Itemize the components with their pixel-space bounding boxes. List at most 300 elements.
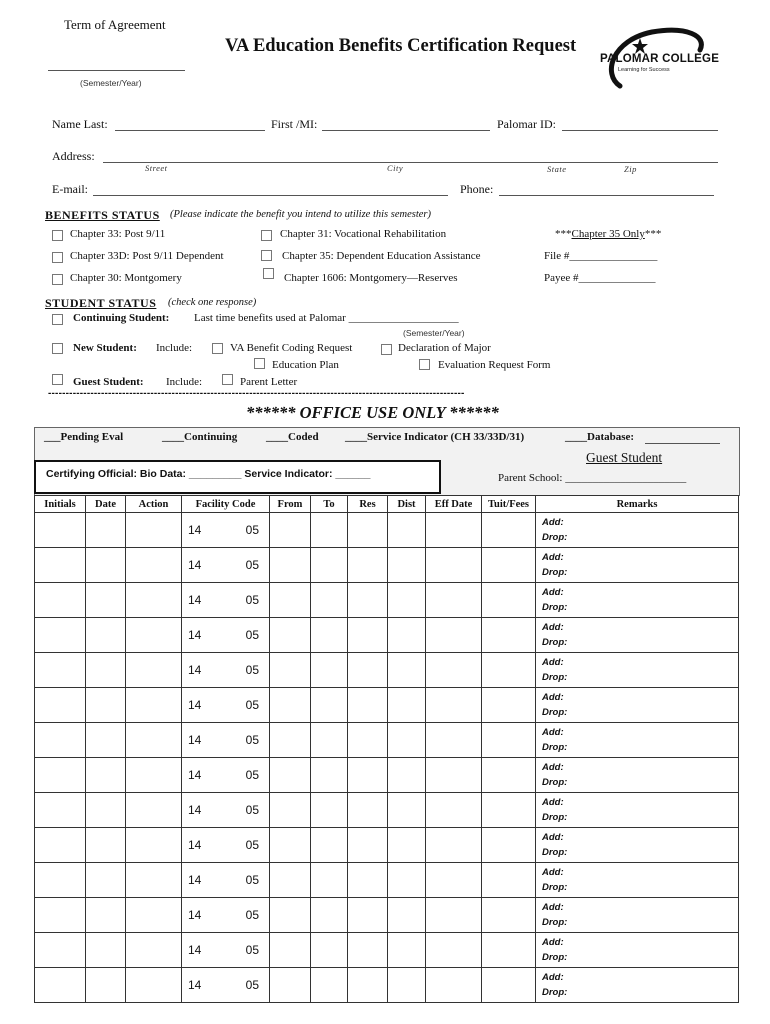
state-caption: State [547,164,567,174]
date-cell[interactable] [86,653,126,688]
semester-year-caption: (Semester/Year) [80,78,142,88]
res-cell[interactable] [348,583,388,618]
tuit-fees-cell[interactable] [482,793,536,828]
col-initials: Initials [35,496,86,513]
remarks-cell[interactable] [536,653,739,688]
continuing-student-checkbox[interactable] [52,314,63,325]
eff-date-cell[interactable] [426,723,482,758]
to-cell[interactable] [311,828,348,863]
to-cell[interactable] [311,583,348,618]
semester-year-line[interactable] [48,70,185,71]
remarks-drop-label: Drop: [542,812,568,823]
remarks-add-label: Add: [542,517,564,528]
from-cell[interactable] [270,513,311,548]
tuit-fees-cell[interactable] [482,828,536,863]
dist-cell[interactable] [388,513,426,548]
address-field[interactable] [103,162,718,163]
dist-cell[interactable] [388,758,426,793]
to-cell[interactable] [311,513,348,548]
chapter-1606-checkbox[interactable] [263,268,274,279]
remarks-add-label: Add: [542,937,564,948]
date-cell[interactable] [86,723,126,758]
table-header-row [35,496,739,513]
action-cell[interactable] [126,653,182,688]
chapter-1606-label: Chapter 1606: Montgomery—Reserves [284,272,458,284]
guest-student-include: Include: [166,376,203,388]
continuing-student-label: Continuing Student: [73,312,170,324]
new-student-checkbox[interactable] [52,343,63,354]
action-cell[interactable] [126,793,182,828]
table-row [35,898,739,933]
res-cell[interactable] [348,793,388,828]
remarks-drop-label: Drop: [542,707,568,718]
eff-date-cell[interactable] [426,513,482,548]
from-cell[interactable] [270,828,311,863]
facility-code-right: 05 [245,838,259,852]
date-cell[interactable] [86,898,126,933]
remarks-add-label: Add: [542,657,564,668]
facility-code-cell[interactable] [182,513,270,548]
to-cell[interactable] [311,688,348,723]
facility-code-right: 05 [245,733,259,747]
service-indicator-field[interactable]: ____Service Indicator (CH 33/33D/31) [345,431,525,443]
continuing-field[interactable]: ____Continuing [162,431,238,443]
database-field[interactable]: ____Database: [565,431,635,443]
action-cell[interactable] [126,828,182,863]
remarks-cell[interactable] [536,898,739,933]
facility-code-right: 05 [245,593,259,607]
col-action: Action [126,496,182,513]
action-cell[interactable] [126,618,182,653]
va-coding-checkbox[interactable] [212,343,223,354]
facility-code-left: 14 [188,978,202,992]
facility-code-right: 05 [245,873,259,887]
remarks-drop-label: Drop: [542,777,568,788]
eff-date-cell[interactable] [426,968,482,1003]
res-cell[interactable] [348,688,388,723]
facility-code-cell[interactable] [182,723,270,758]
dist-cell[interactable] [388,583,426,618]
eff-date-cell[interactable] [426,793,482,828]
res-cell[interactable] [348,898,388,933]
date-cell[interactable] [86,933,126,968]
facility-code-right: 05 [245,768,259,782]
name-last-label: Name Last: [52,117,108,131]
student-status-heading: STUDENT STATUS [45,296,157,310]
facility-code-cell[interactable] [182,933,270,968]
palomar-college-logo [592,22,722,94]
from-cell[interactable] [270,548,311,583]
res-cell[interactable] [348,968,388,1003]
action-cell[interactable] [126,968,182,1003]
date-cell[interactable] [86,548,126,583]
initials-cell[interactable] [35,863,86,898]
email-field[interactable] [93,195,448,196]
from-cell[interactable] [270,793,311,828]
from-cell[interactable] [270,863,311,898]
remarks-drop-label: Drop: [542,742,568,753]
facility-code-left: 14 [188,663,202,677]
chapter-33-label: Chapter 33: Post 9/11 [70,228,166,240]
from-cell[interactable] [270,723,311,758]
chapter-30-label: Chapter 30: Montgomery [70,272,182,284]
term-of-agreement-label: Term of Agreement [64,17,166,32]
chapter-35-label: Chapter 35: Dependent Education Assistance [282,250,481,262]
street-caption: Street [145,163,168,173]
first-mi-field[interactable] [322,130,490,131]
remarks-cell[interactable] [536,758,739,793]
facility-code-left: 14 [188,698,202,712]
new-student-label: New Student: [73,342,137,354]
facility-code-right: 05 [245,943,259,957]
from-cell[interactable] [270,618,311,653]
file-number-field[interactable]: File #________________ [544,250,658,262]
facility-code-cell[interactable] [182,583,270,618]
dist-cell[interactable] [388,548,426,583]
action-cell[interactable] [126,758,182,793]
facility-code-left: 14 [188,558,202,572]
remarks-cell[interactable] [536,793,739,828]
action-cell[interactable] [126,688,182,723]
remarks-add-label: Add: [542,902,564,913]
dist-cell[interactable] [388,863,426,898]
date-cell[interactable] [86,688,126,723]
palomar-id-label: Palomar ID: [497,117,556,131]
table-row [35,723,739,758]
education-plan-label: Education Plan [272,359,339,371]
table-row [35,933,739,968]
remarks-drop-label: Drop: [542,602,568,613]
initials-cell[interactable] [35,898,86,933]
eff-date-cell[interactable] [426,863,482,898]
facility-code-right: 05 [245,978,259,992]
table-row [35,863,739,898]
date-cell[interactable] [86,513,126,548]
initials-cell[interactable] [35,793,86,828]
action-cell[interactable] [126,933,182,968]
res-cell[interactable] [348,758,388,793]
facility-code-cell[interactable] [182,898,270,933]
to-cell[interactable] [311,863,348,898]
facility-code-left: 14 [188,838,202,852]
student-status-note: (check one response) [168,297,257,308]
remarks-cell[interactable] [536,618,739,653]
to-cell[interactable] [311,758,348,793]
action-cell[interactable] [126,548,182,583]
tuit-fees-cell[interactable] [482,933,536,968]
col-from: From [270,496,311,513]
remarks-add-label: Add: [542,692,564,703]
table-row [35,828,739,863]
action-cell[interactable] [126,723,182,758]
tuit-fees-cell[interactable] [482,688,536,723]
facility-code-right: 05 [245,523,259,537]
continuing-semester-caption: (Semester/Year) [403,328,465,338]
dist-cell[interactable] [388,618,426,653]
remarks-cell[interactable] [536,863,739,898]
res-cell[interactable] [348,723,388,758]
payee-number-field[interactable]: Payee #______________ [544,272,656,284]
from-cell[interactable] [270,688,311,723]
remarks-drop-label: Drop: [542,952,568,963]
facility-code-cell[interactable] [182,828,270,863]
from-cell[interactable] [270,653,311,688]
city-caption: City [387,163,404,173]
eff-date-cell[interactable] [426,618,482,653]
to-cell[interactable] [311,653,348,688]
res-cell[interactable] [348,653,388,688]
separator-dashes: ---------------------------------------------------------------------------------------------------------------------- [48,388,465,399]
dist-cell[interactable] [388,653,426,688]
pending-eval-field[interactable]: ___Pending Eval [44,431,124,443]
remarks-add-label: Add: [542,622,564,633]
parent-letter-checkbox[interactable] [222,374,233,385]
tuit-fees-cell[interactable] [482,758,536,793]
table-row [35,688,739,723]
to-cell[interactable] [311,723,348,758]
guest-student-label: Guest Student: [73,376,144,388]
table-row [35,758,739,793]
facility-code-left: 14 [188,628,202,642]
remarks-add-label: Add: [542,867,564,878]
res-cell[interactable] [348,933,388,968]
dist-cell[interactable] [388,968,426,1003]
remarks-drop-label: Drop: [542,532,568,543]
initials-cell[interactable] [35,758,86,793]
remarks-cell[interactable] [536,583,739,618]
remarks-add-label: Add: [542,972,564,983]
continuing-student-text: Last time benefits used at Palomar ____________________ [194,312,459,324]
to-cell[interactable] [311,793,348,828]
action-cell[interactable] [126,513,182,548]
col-res: Res [348,496,388,513]
to-cell[interactable] [311,968,348,1003]
facility-code-cell[interactable] [182,653,270,688]
certifying-official-text[interactable]: Certifying Official: Bio Data: _________ Service Indicator: ______ [46,468,371,480]
dist-cell[interactable] [388,828,426,863]
col-to: To [311,496,348,513]
remarks-drop-label: Drop: [542,637,568,648]
facility-code-cell[interactable] [182,968,270,1003]
remarks-drop-label: Drop: [542,672,568,683]
palomar-id-field[interactable] [562,130,718,131]
action-cell[interactable] [126,863,182,898]
guest-student-checkbox[interactable] [52,374,63,385]
phone-field[interactable] [499,195,714,196]
remarks-cell[interactable] [536,548,739,583]
remarks-cell[interactable] [536,968,739,1003]
tuit-fees-cell[interactable] [482,898,536,933]
remarks-add-label: Add: [542,587,564,598]
facility-code-cell[interactable] [182,793,270,828]
page-title: VA Education Benefits Certification Request [225,36,577,56]
facility-code-cell[interactable] [182,863,270,898]
new-student-include: Include: [156,342,193,354]
res-cell[interactable] [348,548,388,583]
eff-date-cell[interactable] [426,828,482,863]
eff-date-cell[interactable] [426,548,482,583]
chapter-33-checkbox[interactable] [52,230,63,241]
evaluation-label: Evaluation Request Form [438,359,551,371]
guest-student-office-label: Guest Student [586,450,663,465]
remarks-drop-label: Drop: [542,847,568,858]
logo-tagline: Learning for Success [618,67,670,73]
remarks-drop-label: Drop: [542,567,568,578]
facility-code-left: 14 [188,733,202,747]
logo-name: PALOMAR COLLEGE [600,53,720,65]
date-cell[interactable] [86,828,126,863]
date-cell[interactable] [86,618,126,653]
tuit-fees-cell[interactable] [482,723,536,758]
initials-cell[interactable] [35,618,86,653]
tuit-fees-cell[interactable] [482,863,536,898]
declaration-checkbox[interactable] [381,344,392,355]
facility-code-cell[interactable] [182,688,270,723]
date-cell[interactable] [86,968,126,1003]
dist-cell[interactable] [388,793,426,828]
facility-code-left: 14 [188,908,202,922]
facility-code-left: 14 [188,768,202,782]
table-row [35,653,739,688]
remarks-drop-label: Drop: [542,987,568,998]
facility-code-right: 05 [245,558,259,572]
remarks-cell[interactable] [536,723,739,758]
first-mi-label: First /MI: [271,117,318,131]
chapter-31-label: Chapter 31: Vocational Rehabilitation [280,228,447,240]
remarks-cell[interactable] [536,513,739,548]
initials-cell[interactable] [35,548,86,583]
address-label: Address: [52,149,95,163]
initials-cell[interactable] [35,653,86,688]
remarks-cell[interactable] [536,828,739,863]
date-cell[interactable] [86,758,126,793]
facility-code-left: 14 [188,873,202,887]
tuit-fees-cell[interactable] [482,618,536,653]
date-cell[interactable] [86,793,126,828]
zip-caption: Zip [624,164,637,174]
action-cell[interactable] [126,898,182,933]
initials-cell[interactable] [35,583,86,618]
phone-label: Phone: [460,182,494,196]
tuit-fees-cell[interactable] [482,548,536,583]
remarks-add-label: Add: [542,797,564,808]
tuit-fees-cell[interactable] [482,968,536,1003]
chapter-33d-checkbox[interactable] [52,252,63,263]
chapter-33d-label: Chapter 33D: Post 9/11 Dependent [70,250,224,262]
eff-date-cell[interactable] [426,933,482,968]
to-cell[interactable] [311,548,348,583]
tuit-fees-cell[interactable] [482,653,536,688]
tuit-fees-cell[interactable] [482,513,536,548]
chapter-35-checkbox[interactable] [261,250,272,261]
eff-date-cell[interactable] [426,688,482,723]
evaluation-checkbox[interactable] [419,359,430,370]
certification-table [34,495,739,1003]
education-plan-checkbox[interactable] [254,358,265,369]
initials-cell[interactable] [35,968,86,1003]
email-label: E-mail: [52,182,88,196]
name-last-field[interactable] [115,130,265,131]
from-cell[interactable] [270,758,311,793]
coded-field[interactable]: ____Coded [266,431,319,443]
from-cell[interactable] [270,968,311,1003]
facility-code-left: 14 [188,803,202,817]
remarks-drop-label: Drop: [542,882,568,893]
eff-date-cell[interactable] [426,898,482,933]
facility-code-cell[interactable] [182,548,270,583]
from-cell[interactable] [270,933,311,968]
date-cell[interactable] [86,863,126,898]
col-dist: Dist [388,496,426,513]
remarks-cell[interactable] [536,688,739,723]
initials-cell[interactable] [35,723,86,758]
facility-code-right: 05 [245,908,259,922]
initials-cell[interactable] [35,688,86,723]
chapter-31-checkbox[interactable] [261,230,272,241]
initials-cell[interactable] [35,513,86,548]
col-facility-code: Facility Code [182,496,270,513]
eff-date-cell[interactable] [426,758,482,793]
va-coding-label: VA Benefit Coding Request [230,342,353,354]
table-row [35,548,739,583]
dist-cell[interactable] [388,688,426,723]
from-cell[interactable] [270,583,311,618]
remarks-add-label: Add: [542,727,564,738]
res-cell[interactable] [348,618,388,653]
facility-code-right: 05 [245,698,259,712]
facility-code-left: 14 [188,593,202,607]
table-row [35,793,739,828]
initials-cell[interactable] [35,933,86,968]
to-cell[interactable] [311,898,348,933]
facility-code-cell[interactable] [182,758,270,793]
declaration-label: Declaration of Major [398,342,491,354]
action-cell[interactable] [126,583,182,618]
res-cell[interactable] [348,828,388,863]
remarks-add-label: Add: [542,552,564,563]
table-row [35,583,739,618]
benefits-status-heading: BENEFITS STATUS [45,208,160,222]
eff-date-cell[interactable] [426,653,482,688]
tuit-fees-cell[interactable] [482,583,536,618]
dist-cell[interactable] [388,898,426,933]
res-cell[interactable] [348,513,388,548]
facility-code-cell[interactable] [182,618,270,653]
remarks-add-label: Add: [542,762,564,773]
date-cell[interactable] [86,583,126,618]
res-cell[interactable] [348,863,388,898]
to-cell[interactable] [311,618,348,653]
col-date: Date [86,496,126,513]
table-row [35,618,739,653]
facility-code-left: 14 [188,943,202,957]
parent-school-field[interactable]: Parent School: ______________________ [498,472,687,484]
facility-code-right: 05 [245,803,259,817]
to-cell[interactable] [311,933,348,968]
chapter-30-checkbox[interactable] [52,274,63,285]
eff-date-cell[interactable] [426,583,482,618]
col-eff-date: Eff Date [426,496,482,513]
database-line[interactable] [645,443,720,444]
from-cell[interactable] [270,898,311,933]
office-use-title: ****** OFFICE USE ONLY ****** [246,403,499,422]
col-remarks: Remarks [536,496,739,513]
dist-cell[interactable] [388,933,426,968]
initials-cell[interactable] [35,828,86,863]
remarks-cell[interactable] [536,933,739,968]
col-tuit-fees: Tuit/Fees [482,496,536,513]
dist-cell[interactable] [388,723,426,758]
